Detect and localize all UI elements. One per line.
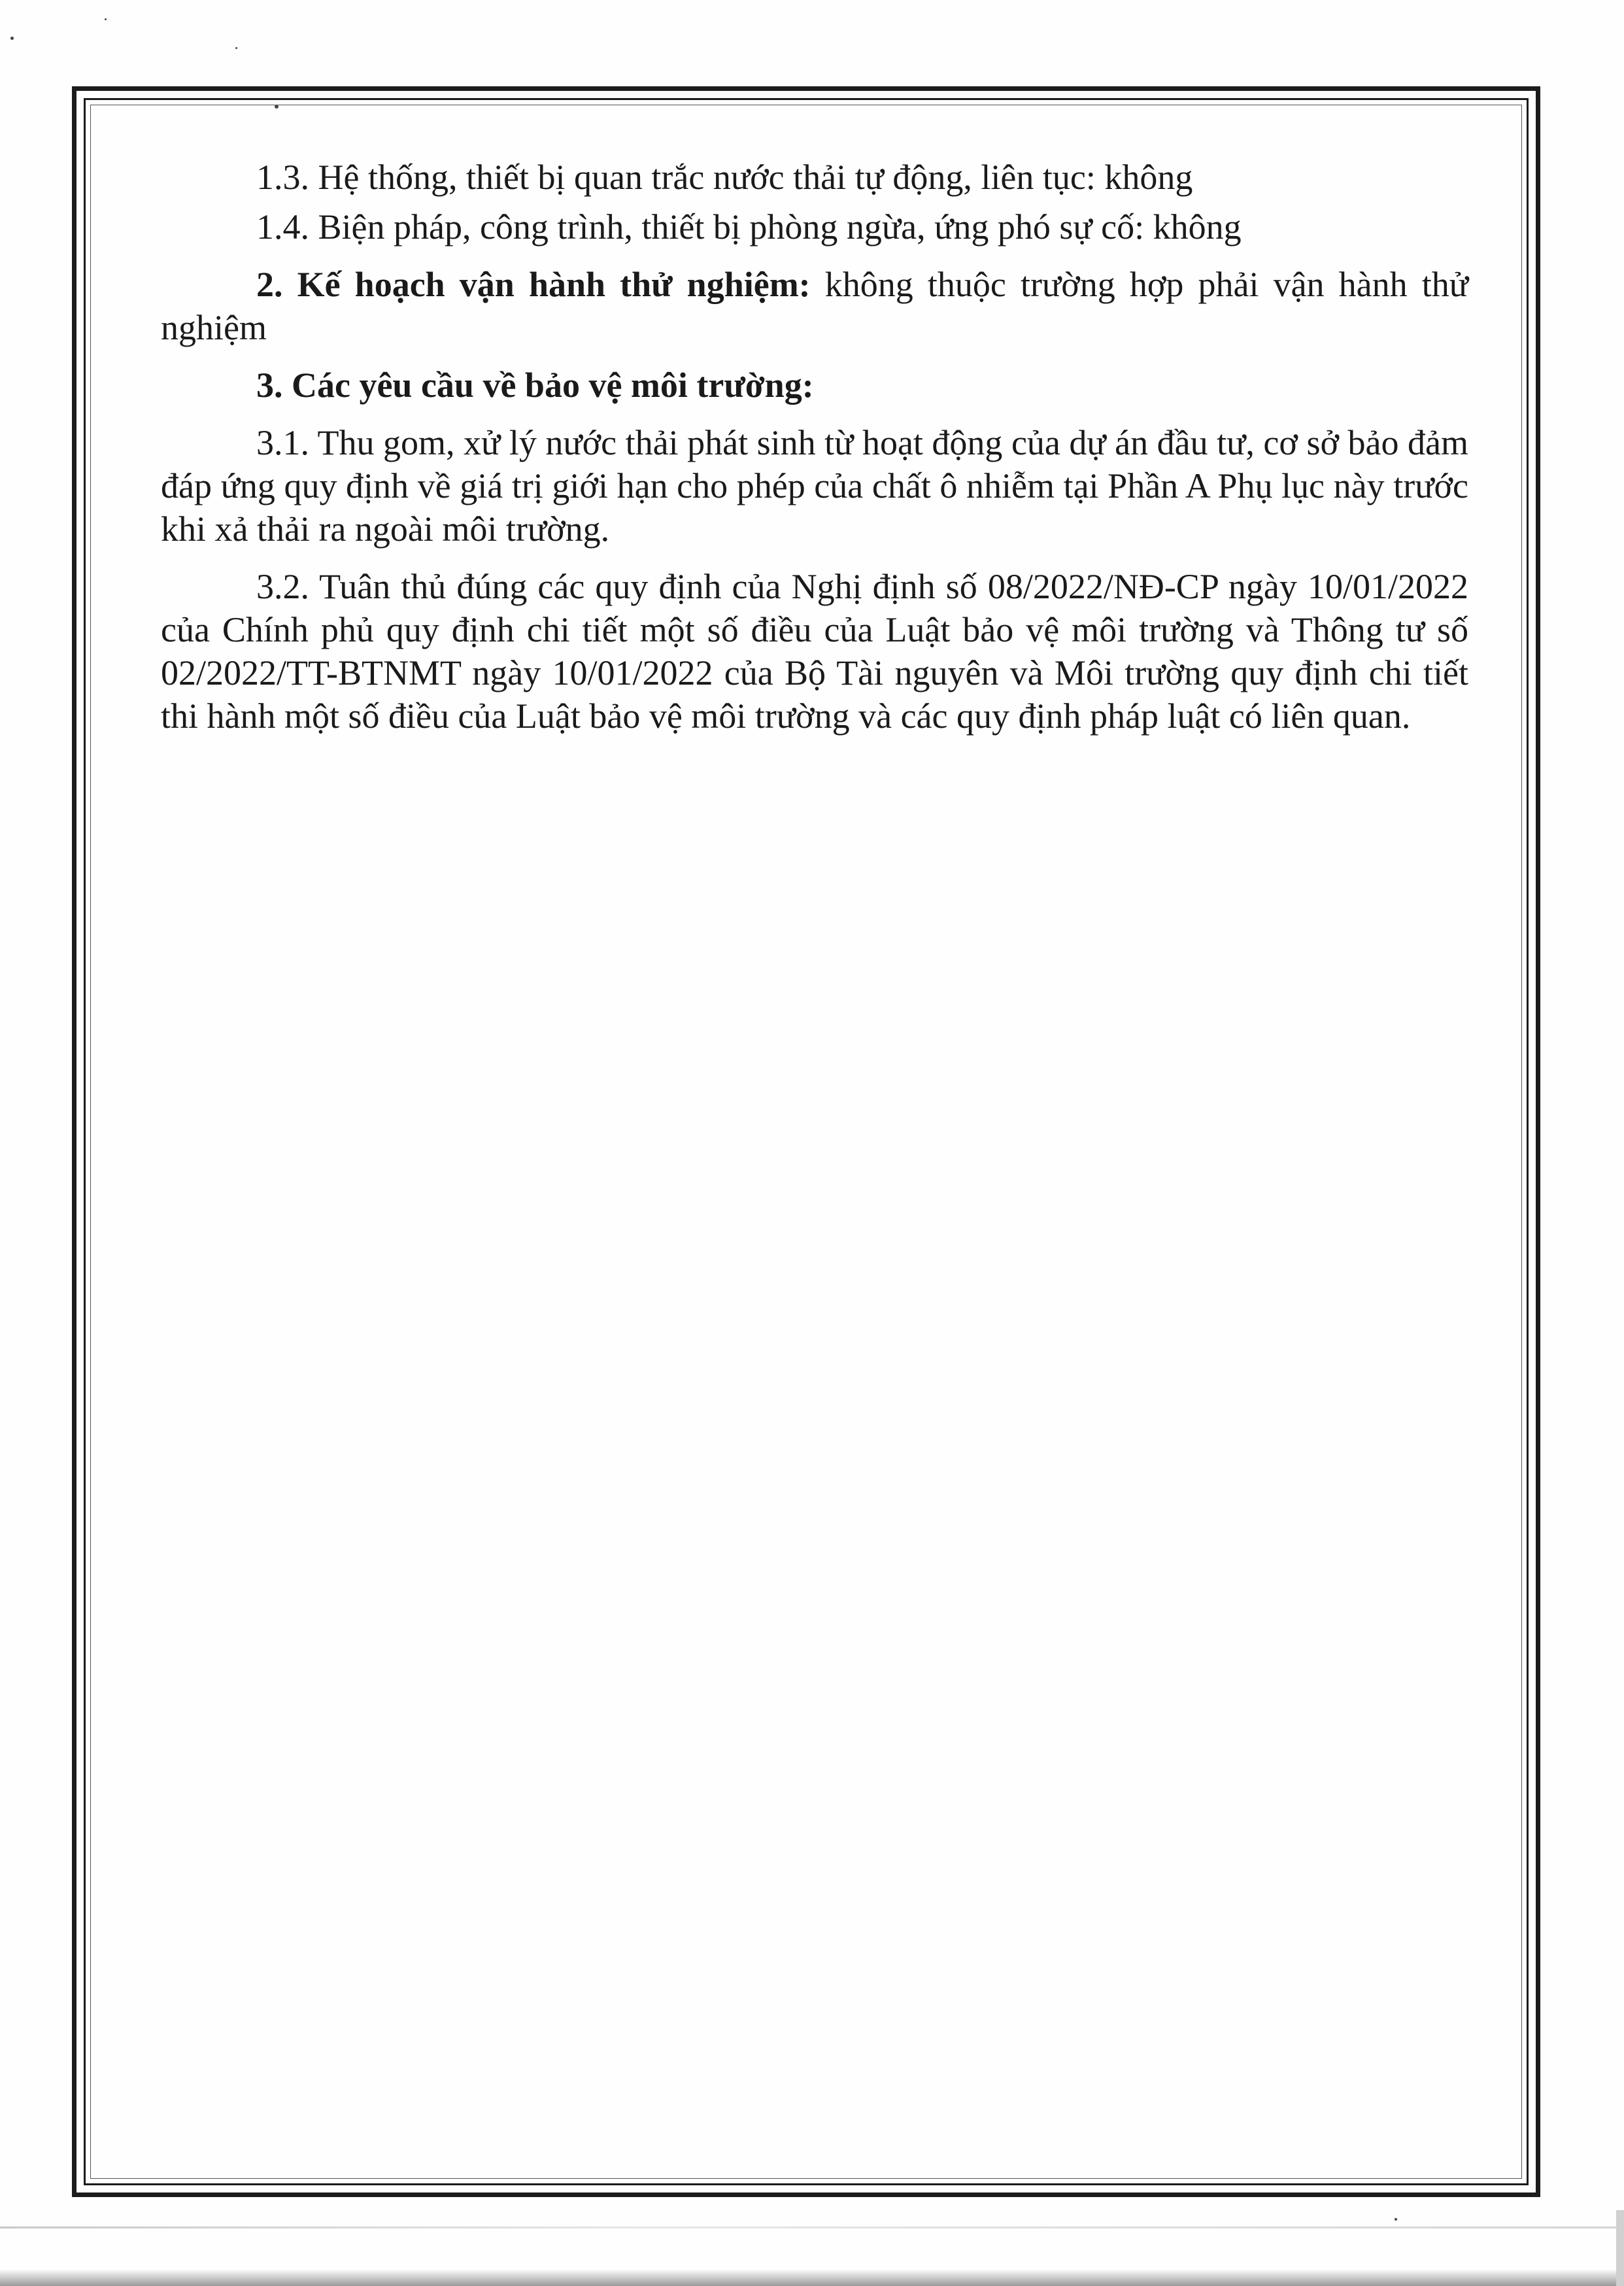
item-2-text: không thuộc trường hợp phải vận hành thử nghiệm	[161, 265, 1468, 347]
item-2	[161, 263, 1468, 349]
document-body	[161, 156, 1468, 752]
scan-artifact-line	[0, 2226, 1624, 2228]
item-3-heading	[161, 364, 1468, 407]
item-3-2: 3.2. Tuân thủ đúng các quy định của Nghị định số 08/2022/NĐ-CP ngày 10/01/2022 của Chính phủ quy định chi tiết một số điều của Luật bảo vệ môi trường và Thông tư số 02/2022/TT-BTNMT ngày 10/01/2022 của Bộ Tài nguyên và Môi trường quy định chi tiết thi hành một số điều của Luật bảo vệ môi trường và các quy định pháp luật có liên quan.	[161, 567, 1468, 736]
scan-speck	[10, 37, 14, 40]
scan-speck	[235, 47, 237, 49]
scan-edge-shadow	[0, 2269, 1624, 2286]
scan-speck	[1395, 2218, 1397, 2221]
section-3-heading: 3. Các yêu cầu về bảo vệ môi trường:	[256, 366, 814, 405]
item-3-1: 3.1. Thu gom, xử lý nước thải phát sinh từ hoạt động của dự án đầu tư, cơ sở bảo đảm đáp ứng quy định về giá trị giới hạn cho phép của chất ô nhiễm tại Phần A Phụ lục này trước khi xả thải ra ngoài môi trường.	[161, 423, 1468, 549]
scan-edge-corner	[1616, 2210, 1624, 2286]
item-1-4: 1.4. Biện pháp, công trình, thiết bị phòng ngừa, ứng phó sự cố: không	[256, 207, 1242, 247]
item-1-3: 1.3. Hệ thống, thiết bị quan trắc nước thải tự động, liên tục: không	[256, 158, 1193, 197]
scan-speck	[105, 18, 107, 20]
item-2-heading: 2. Kế hoạch vận hành thử nghiệm:	[256, 265, 811, 304]
